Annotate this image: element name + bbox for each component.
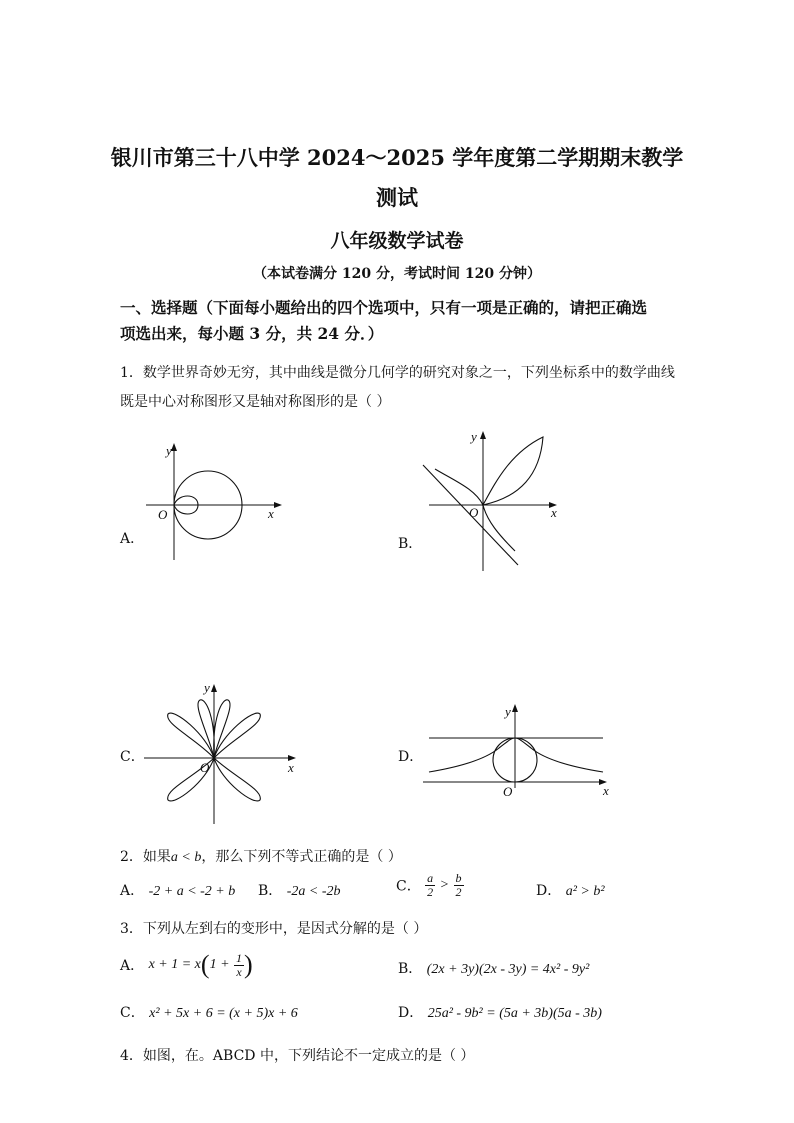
q2-stem: 2．如果a < b，那么下列不等式正确的是（ ） [120, 849, 402, 865]
q2-option-d: D． a² > b² [536, 883, 605, 899]
q1-figure-a [140, 435, 290, 565]
exam-note: （本试卷满分 120 分，考试时间 120 分钟） [253, 266, 541, 282]
q1-option-b-label: B． [398, 536, 423, 552]
q1-figure-c [140, 678, 310, 828]
q2-option-b: B． -2a < -2b [258, 883, 341, 899]
q2-option-c: C． $\frac{a}{2}$ > $\frac{b}{2}$ [396, 871, 462, 899]
q4-stem: 4．如图，在。ABCD 中，下列结论不一定成立的是（ ） [120, 1048, 475, 1064]
q1-figure-d [415, 700, 615, 805]
svg-text:y: y [505, 704, 511, 719]
svg-text:O: O [200, 760, 210, 775]
q2-option-a: A． -2 + a < -2 + b [120, 883, 236, 899]
origin-label: O [158, 507, 168, 522]
svg-text:x: x [603, 783, 609, 798]
svg-text:O: O [503, 784, 513, 799]
q1-option-d-label: D． [398, 749, 424, 765]
svg-text:O: O [469, 505, 479, 520]
svg-text:x: x [288, 760, 294, 775]
q3-option-d: D． 25a² - 9b² = (5a + 3b)(5a - 3b) [398, 1005, 602, 1021]
q3-option-a: A． x + 1 = x(1 + $\frac{1}{x}$ ) [120, 950, 253, 979]
svg-text:x: x [551, 505, 557, 520]
section-heading-line1: 一、选择题（下面每小题给出的四个选项中，只有一项是正确的，请把正确选 [120, 298, 648, 317]
exam-subtitle: 八年级数学试卷 [330, 230, 464, 252]
q3-option-c: C． x² + 5x + 6 = (x + 5)x + 6 [120, 1005, 298, 1021]
q3-stem: 3．下列从左到右的变形中，是因式分解的是（ ） [120, 921, 428, 937]
q1-stem-line2: 既是中心对称图形又是轴对称图形的是（ ） [120, 394, 391, 410]
svg-text:y: y [204, 680, 210, 695]
q1-stem-line1: 1．数学世界奇妙无穷，其中曲线是微分几何学的研究对象之一，下列坐标系中的数学曲线 [120, 365, 675, 381]
q3-option-b: B． (2x + 3y)(2x - 3y) = 4x² - 9y² [398, 961, 590, 977]
q1-option-a-label: A． [120, 531, 145, 547]
axis-x-label: x [268, 506, 274, 521]
q1-figure-b [415, 425, 575, 575]
section-heading-line2: 项选出来，每小题 3 分，共 24 分．） [120, 324, 384, 343]
page-title-line2: 测试 [376, 185, 418, 210]
axis-y-label: y [166, 443, 172, 458]
page-title-line1: 银川市第三十八中学 2024～2025 学年度第二学期期末教学 [110, 145, 684, 170]
svg-text:y: y [471, 429, 477, 444]
q1-option-c-label: C． [120, 749, 145, 765]
